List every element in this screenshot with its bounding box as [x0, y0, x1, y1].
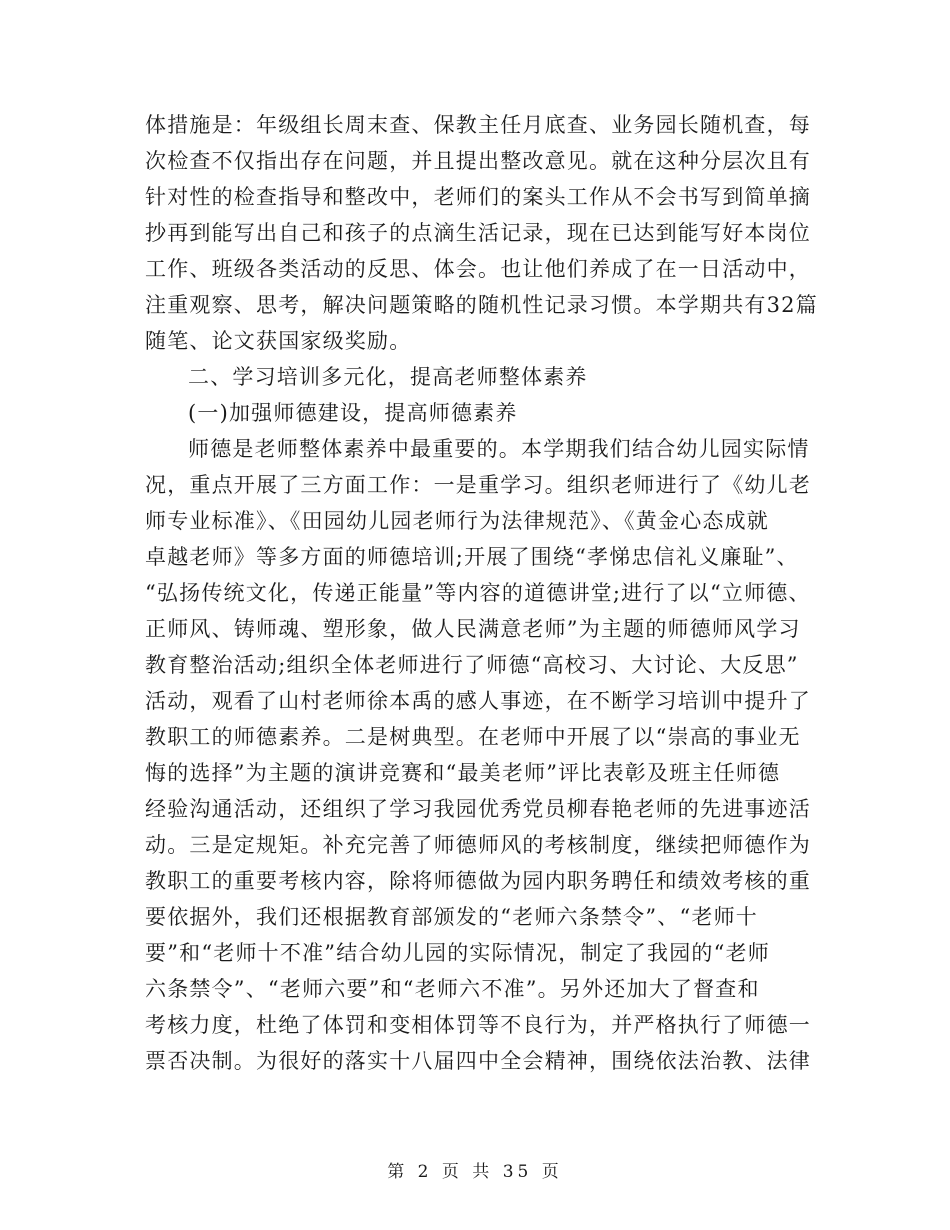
text-line: 活动，观看了山村老师徐本禹的感人事迹，在不断学习培训中提升了: [145, 689, 811, 713]
text-line: 师专业标准》、《田园幼儿园老师行为法律规范》、《黄金心态成就: [145, 509, 769, 533]
text-line: 教职工的师德素养。二是树典型。在老师中开展了以“崇高的事业无: [145, 725, 801, 749]
text-line: “弘扬传统文化，传递正能量”等内容的道德讲堂;进行了以“立师德、: [145, 581, 811, 605]
page-footer: 第 2 页 共 35 页: [387, 1162, 563, 1182]
text-line: 教职工的重要考核内容，除将师德做为园内职务聘任和绩效考核的重: [145, 869, 811, 893]
text-line: 要依据外，我们还根据教育部颁发的“老师六条禁令”、“老师十: [145, 905, 759, 929]
text-line: 经验沟通活动，还组织了学习我园优秀党员柳春艳老师的先进事迹活: [145, 797, 811, 821]
text-line: 次检查不仅指出存在问题，并且提出整改意见。就在这种分层次且有: [145, 149, 811, 173]
text-line: 随笔、论文获国家级奖励。: [145, 329, 412, 353]
text-line: 票否决制。为很好的落实十八届四中全会精神，围绕依法治教、法律: [145, 1049, 811, 1073]
text-line: 悔的选择”为主题的演讲竞赛和“最美老师”评比表彰及班主任师德: [145, 761, 781, 785]
text-line: 正师风、铸师魂、塑形象，做人民满意老师”为主题的师德师风学习: [145, 617, 801, 641]
text-line: 动。三是定规矩。补充完善了师德师风的考核制度，继续把师德作为: [145, 833, 811, 857]
text-line: 卓越老师》等多方面的师德培训;开展了围绕“孝悌忠信礼义廉耻”、: [145, 545, 799, 569]
text-line: 考核力度，杜绝了体罚和变相体罚等不良行为，并严格执行了师德一: [145, 1013, 811, 1037]
text-line: 注重观察、思考，解决问题策略的随机性记录习惯。本学期共有32篇: [145, 293, 818, 317]
text-line: 要”和“老师十不准”结合幼儿园的实际情况，制定了我园的“老师: [145, 941, 770, 965]
text-line: 六条禁令”、“老师六要”和“老师六不准”。另外还加大了督查和: [145, 977, 760, 1001]
text-line: 工作、班级各类活动的反思、体会。也让他们养成了在一日活动中，: [145, 257, 811, 281]
text-line: 师德是老师整体素养中最重要的。本学期我们结合幼儿园实际情: [188, 437, 810, 461]
text-line: 教育整治活动;组织全体老师进行了师德“高校习、大讨论、大反思”: [145, 653, 799, 677]
text-line: 抄再到能写出自己和孩子的点滴生活记录，现在已达到能写好本岗位: [145, 221, 811, 245]
text-line: 体措施是：年级组长周末查、保教主任月底查、业务园长随机查，每: [145, 113, 811, 137]
subsection-heading: (一)加强师德建设，提高师德素养: [188, 401, 518, 425]
text-line: 针对性的检查指导和整改中，老师们的案头工作从不会书写到简单摘: [145, 185, 811, 209]
text-line: 况，重点开展了三方面工作：一是重学习。组织老师进行了《幼儿老: [145, 473, 811, 497]
section-heading: 二、学习培训多元化，提高老师整体素养: [188, 365, 588, 389]
